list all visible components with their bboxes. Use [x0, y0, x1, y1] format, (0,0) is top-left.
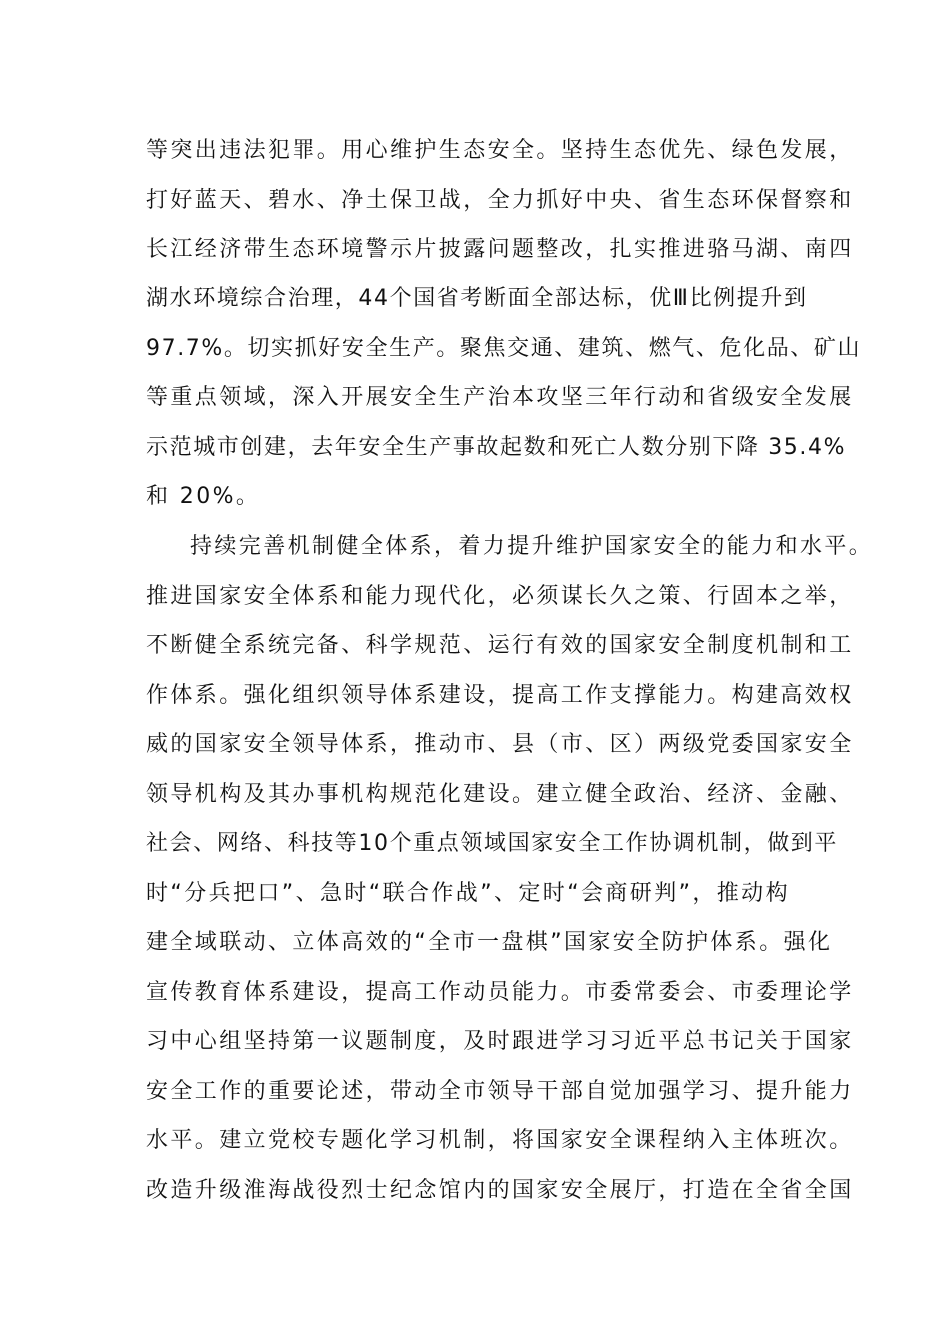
text-line: 长江经济带生态环境警示片披露问题整改，扎实推进骆马湖、南四 — [146, 237, 854, 262]
paragraph-first-line: 持续完善机制健全体系，着力提升维护国家安全的能力和水平。 — [190, 534, 874, 559]
text-line: 改造升级淮海战役烈士纪念馆内的国家安全展厅，打造在全省全国 — [146, 1178, 854, 1203]
text-line: 作体系。强化组织领导体系建设，提高工作支撑能力。构建高效权 — [146, 683, 854, 708]
text-line: 推进国家安全体系和能力现代化，必须谋长久之策、行固本之举， — [146, 584, 854, 609]
text-line: 安全工作的重要论述，带动全市领导干部自觉加强学习、提升能力 — [146, 1079, 854, 1104]
text-line: 领导机构及其办事机构规范化建设。建立健全政治、经济、金融、 — [146, 782, 854, 807]
text-line: 等重点领域，深入开展安全生产治本攻坚三年行动和省级安全发展 — [146, 385, 854, 410]
text-line: 威的国家安全领导体系，推动市、县（市、区）两级党委国家安全 — [146, 732, 854, 757]
text-line: 示范城市创建，去年安全生产事故起数和死亡人数分别下降 35.4% — [146, 435, 847, 460]
text-line: 建全域联动、立体高效的“全市一盘棋”国家安全防护体系。强化 — [146, 930, 833, 955]
text-line: 不断健全系统完备、科学规范、运行有效的国家安全制度机制和工 — [146, 633, 854, 658]
text-line: 湖水环境综合治理，44个国省考断面全部达标，优Ⅲ比例提升到 — [146, 286, 808, 311]
text-line: 水平。建立党校专题化学习机制，将国家安全课程纳入主体班次。 — [146, 1128, 854, 1153]
text-line: 时“分兵把口”、急时“联合作战”、定时“会商研判”，推动构 — [146, 881, 790, 906]
text-line: 97.7%。切实抓好安全生产。聚焦交通、建筑、燃气、危化品、矿山 — [146, 336, 862, 361]
text-line: 打好蓝天、碧水、净土保卫战，全力抓好中央、省生态环保督察和 — [146, 188, 854, 213]
text-line: 社会、网络、科技等10个重点领域国家安全工作协调机制，做到平 — [146, 831, 838, 856]
text-line: 宣传教育体系建设，提高工作动员能力。市委常委会、市委理论学 — [146, 980, 854, 1005]
text-line: 和 20%。 — [146, 484, 261, 509]
text-line: 习中心组坚持第一议题制度，及时跟进学习习近平总书记关于国家 — [146, 1029, 854, 1054]
text-line: 等突出违法犯罪。用心维护生态安全。坚持生态优先、绿色发展， — [146, 138, 854, 163]
